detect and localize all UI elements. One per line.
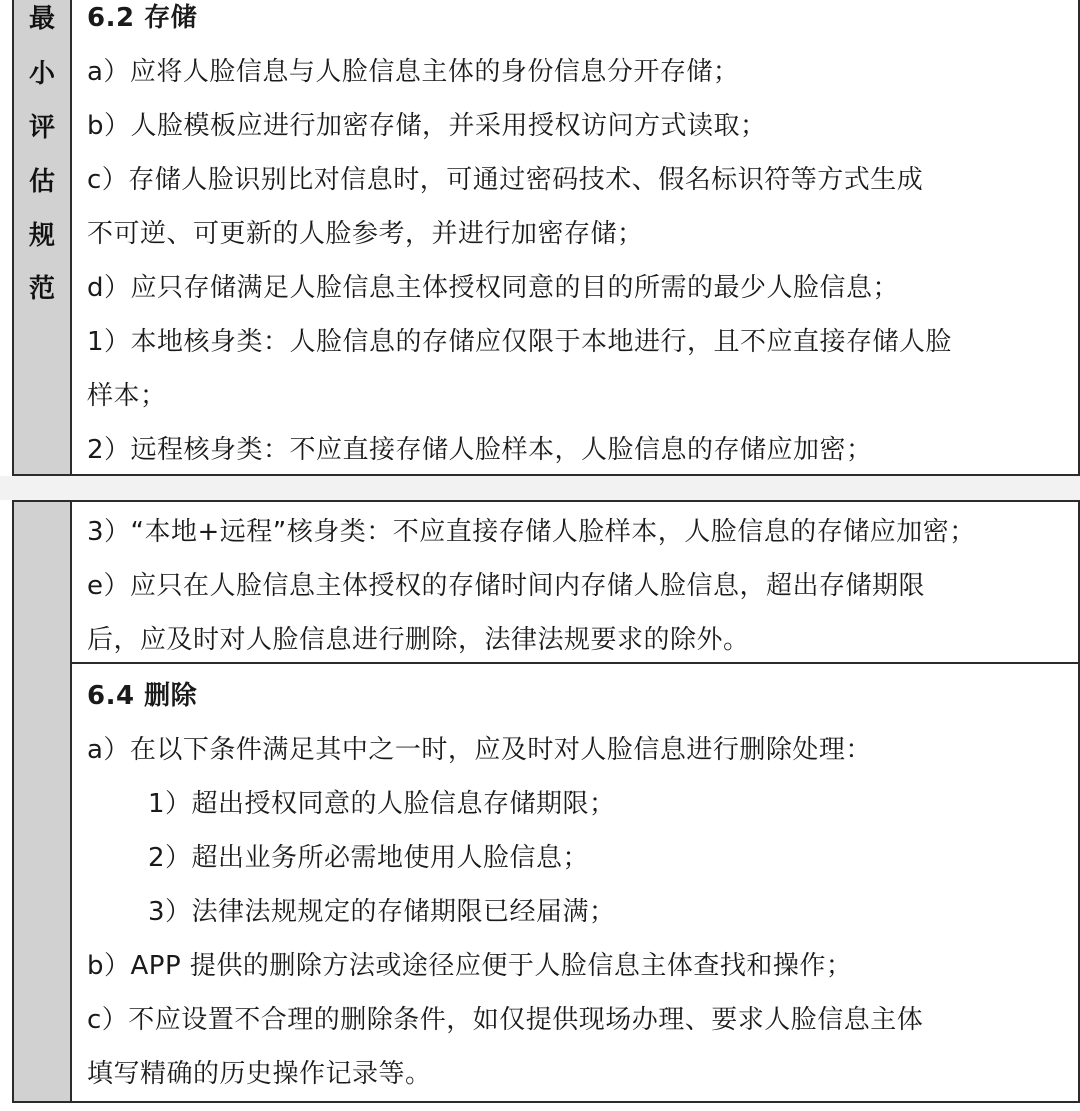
clause-line: b）人脸模板应进行加密存储，并采用授权访问方式读取； <box>87 111 767 141</box>
sidebar-char: 规 <box>28 221 55 251</box>
sub-clause-line: 2）超出业务所必需地使用人脸信息； <box>148 843 590 873</box>
storage-continued-cell <box>72 502 1078 662</box>
clause-line: 3）“本地+远程”核身类：不应直接存储人脸样本，人脸信息的存储应加密； <box>87 517 976 547</box>
clause-line: 2）远程核身类：不应直接存储人脸样本，人脸信息的存储应加密； <box>87 435 873 465</box>
clause-line: 后，应及时对人脸信息进行删除，法律法规要求的除外。 <box>87 625 750 655</box>
clause-line: c）存储人脸识别比对信息时，可通过密码技术、假名标识符等方式生成 <box>87 165 924 195</box>
sub-clause-line: 1）超出授权同意的人脸信息存储期限； <box>148 789 616 819</box>
section-heading-storage: 6.2 存储 <box>87 3 198 33</box>
deletion-table-fragment <box>12 500 1080 1103</box>
clause-line: e）应只在人脸信息主体授权的存储时间内存储人脸信息，超出存储期限 <box>87 571 925 601</box>
clause-line: 不可逆、可更新的人脸参考，并进行加密存储； <box>87 219 644 249</box>
category-sidebar-continued <box>14 502 72 1101</box>
clause-line: b）APP 提供的删除方法或途径应便于人脸信息主体查找和操作； <box>87 951 853 981</box>
section-heading-deletion: 6.4 删除 <box>87 681 198 711</box>
clause-line: 填写精确的历史操作记录等。 <box>87 1059 432 1089</box>
category-sidebar <box>14 0 72 474</box>
clause-line: a）在以下条件满足其中之一时，应及时对人脸信息进行删除处理： <box>87 735 872 765</box>
clause-line: c）不应设置不合理的删除条件，如仅提供现场办理、要求人脸信息主体 <box>87 1005 924 1035</box>
storage-section <box>72 0 1078 474</box>
sub-clause-line: 3）法律法规规定的存储期限已经届满； <box>148 897 616 927</box>
clause-line: 样本； <box>87 381 167 411</box>
continued-content <box>72 502 1078 1101</box>
clause-line: a）应将人脸信息与人脸信息主体的身份信息分开存储； <box>87 57 740 87</box>
clause-line: d）应只存储满足人脸信息主体授权同意的目的所需的最少人脸信息； <box>87 273 900 303</box>
sidebar-char: 估 <box>28 167 55 197</box>
sidebar-char: 范 <box>28 274 55 304</box>
sidebar-char: 小 <box>28 59 55 89</box>
page-break-gap <box>0 476 1080 500</box>
storage-table-fragment <box>12 0 1080 476</box>
sidebar-char: 评 <box>28 113 55 143</box>
clause-line: 1）本地核身类：人脸信息的存储应仅限于本地进行，且不应直接存储人脸 <box>87 327 953 357</box>
deletion-section <box>72 662 1078 1101</box>
sidebar-char: 最 <box>28 4 55 34</box>
